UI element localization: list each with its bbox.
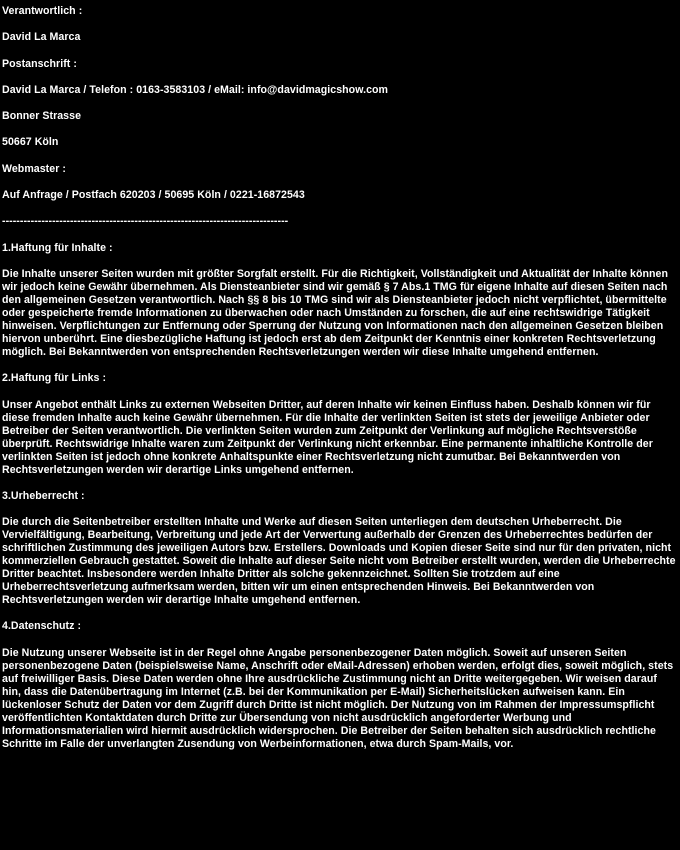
section-heading-liability-links: 2.Haftung für Links : bbox=[2, 372, 107, 385]
section-heading-privacy: 4.Datenschutz : bbox=[2, 620, 82, 633]
webmaster-line: Auf Anfrage / Postfach 620203 / 50695 Köln / 0221-16872543 bbox=[2, 189, 305, 202]
contact-line: David La Marca / Telefon : 0163-3583103 / eMail: info@davidmagicshow.com bbox=[2, 83, 389, 96]
imprint-document bbox=[2, 5, 678, 764]
responsible-name: David La Marca bbox=[2, 31, 81, 44]
section-text-privacy: Die Nutzung unserer Webseite ist in der Regel ohne Angabe personenbezogener Daten möglich. Soweit auf unseren Seiten personenbezogene Daten (beispielsweise Name, Anschrift oder eMail-Adressen) erhoben werden, erfolgt dies, soweit möglich, stets auf freiwilliger Basis. Diese Daten werden ohne Ihre ausdrückliche Zustimmung nicht an Dritte weitergegeben. Wir weisen darauf hin, dass die Datenübertragung im Internet (z.B. bei der Kommunikation per E-Mail) Sicherheitslücken aufweisen kann. Ein lückenloser Schutz der Daten vor dem Zugriff durch Dritte ist nicht möglich. Der Nutzung von im Rahmen der Impressumspflicht veröffentlichten Kontaktdaten durch Dritte zur Übersendung von nicht ausdrücklich angeforderter Werbung und Informationsmaterialien wird hiermit ausdrücklich widersprochen. Die Betreiber der Seiten behalten sich ausdrücklich rechtliche Schritte im Falle der unverlangten Zusendung von Werbeinformationen, etwa durch Spam-Mails, vor. bbox=[2, 646, 674, 750]
section-text-liability-content: Die Inhalte unserer Seiten wurden mit größter Sorgfalt erstellt. Für die Richtigkeit, Vollständigkeit und Aktualität der Inhalte können wir jedoch keine Gewähr übernehmen. Als Diensteanbieter sind wir gemäß § 7 Abs.1 TMG für eigene Inhalte auf diesen Seiten nach den allgemeinen Gesetzen verantwortlich. Nach §§ 8 bis 10 TMG sind wir als Diensteanbieter jedoch nicht verpflichtet, übermittelte oder gespeicherte fremde Informationen zu überwachen oder nach Umständen zu forschen, die auf eine rechtswidrige Tätigkeit hinweisen. Verpflichtungen zur Entfernung oder Sperrung der Nutzung von Informationen nach den allgemeinen Gesetzen bleiben hiervon unberührt. Eine diesbezügliche Haftung ist jedoch erst ab dem Zeitpunkt der Kenntnis einer konkreten Rechtsverletzung möglich. Bei Bekanntwerden von entsprechenden Rechtsverletzungen werden wir diese Inhalte umgehend entfernen. bbox=[2, 267, 669, 358]
section-heading-liability-content: 1.Haftung für Inhalte : bbox=[2, 241, 113, 254]
separator-line: -------------------------------------------------------------------------------- bbox=[2, 215, 289, 228]
street-address: Bonner Strasse bbox=[2, 110, 82, 123]
postal-label: Postanschrift : bbox=[2, 57, 77, 70]
section-text-liability-links: Unser Angebot enthält Links zu externen Webseiten Dritter, auf deren Inhalte wir keinen Einfluss haben. Deshalb können wir für diese fremden Inhalte auch keine Gewähr übernehmen. Für die Inhalte der verlinkten Seiten ist stets der jeweilige Anbieter oder Betreiber der Seiten verantwortlich. Die verlinkten Seiten wurden zum Zeitpunkt der Verlinkung auf mögliche Rechtsverstöße überprüft. Rechtswidrige Inhalte waren zum Zeitpunkt der Verlinkung nicht erkennbar. Eine permanente inhaltliche Kontrolle der verlinkten Seiten ist jedoch ohne konkrete Anhaltspunkte einer Rechtsverletzung nicht zumutbar. Bei Bekanntwerden von Rechtsverletzungen werden wir derartige Links umgehend entfernen. bbox=[2, 398, 653, 476]
city-address: 50667 Köln bbox=[2, 136, 59, 149]
responsible-label: Verantwortlich : bbox=[2, 5, 83, 17]
section-heading-copyright: 3.Urheberrecht : bbox=[2, 489, 85, 502]
webmaster-label: Webmaster : bbox=[2, 162, 66, 175]
section-text-copyright: Die durch die Seitenbetreiber erstellten Inhalte und Werke auf diesen Seiten unterliegen dem deutschen Urheberrecht. Die Vervielfältigung, Bearbeitung, Verbreitung und jede Art der Verwertung außerhalb der Grenzen des Urheberrechtes bedürfen der schriftlichen Zustimmung des jeweiligen Autors bzw. Erstellers. Downloads und Kopien dieser Seite sind nur für den privaten, nicht kommerziellen Gebrauch gestattet. Soweit die Inhalte auf dieser Seite nicht vom Betreiber erstellt wurden, werden die Urheberrechte Dritter beachtet. Insbesondere werden Inhalte Dritter als solche gekennzeichnet. Sollten Sie trotzdem auf eine Urheberrechtsverletzung aufmerksam werden, bitten wir um einen entsprechenden Hinweis. Bei Bekanntwerden von Rechtsverletzungen werden wir derartige Inhalte umgehend entfernen. bbox=[2, 516, 676, 607]
